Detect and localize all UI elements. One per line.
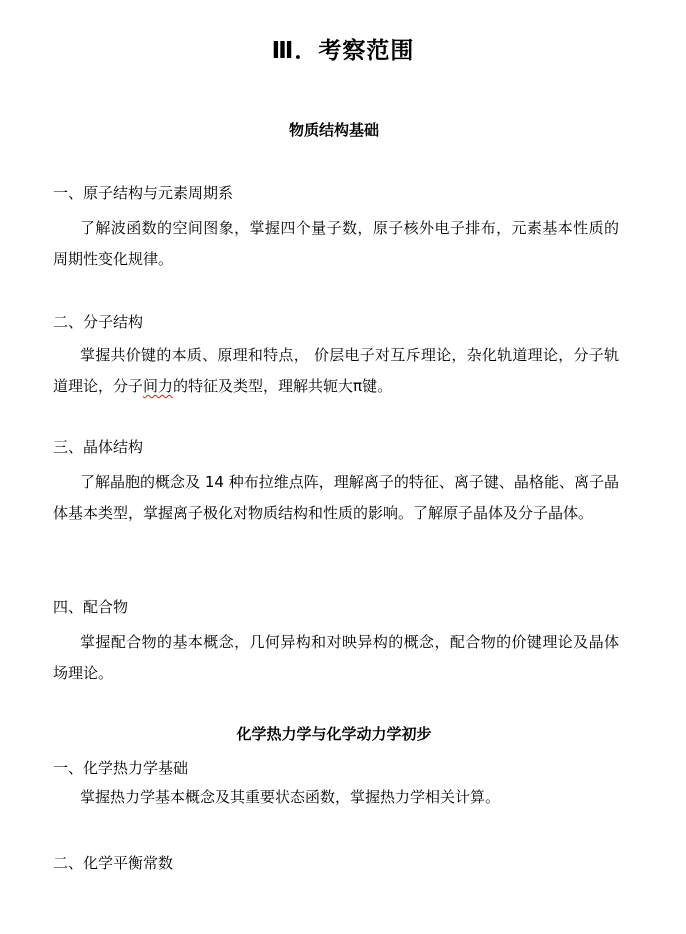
- section-heading-crystal-structure: 三、晶体结构: [53, 438, 144, 456]
- section-body-crystal-structure: 了解晶胞的概念及 14 种布拉维点阵，理解离子的特征、离子键、晶格能、离子晶体基本类型，掌握离子极化对物质结构和性质的影响。了解原子晶体及分子晶体。: [53, 473, 619, 522]
- spellcheck-flagged-term[interactable]: 间力: [143, 377, 174, 395]
- section-body-thermo-basics: 掌握热力学基本概念及其重要状态函数，掌握热力学相关计算。: [80, 788, 501, 806]
- section-body-atomic-structure: 了解波函数的空间图象，掌握四个量子数，原子核外电子排布，元素基本性质的周期性变化规律。: [53, 219, 619, 268]
- section-heading-atomic-structure: 一、原子结构与元素周期系: [53, 184, 234, 202]
- part-title-thermodynamics: 化学热力学与化学动力学初步: [236, 725, 432, 743]
- body-text-part: 掌握共价键的本质、原理和特点， 价层电子对互斥理论，杂化轨道理论，分子轨道理论，分子: [53, 346, 619, 395]
- section-heading-coordination: 四、配合物: [53, 598, 129, 616]
- section-heading-thermo-basics: 一、化学热力学基础: [53, 759, 189, 777]
- section-body-molecular-structure: [53, 340, 619, 402]
- section-body-coordination: 掌握配合物的基本概念，几何异构和对映异构的概念，配合物的价键理论及晶体场理论。: [53, 633, 619, 682]
- section-heading-molecular-structure: 二、分子结构: [53, 313, 144, 331]
- page-title: Ⅲ．考察范围: [271, 38, 415, 64]
- section-heading-equilibrium-constant: 二、化学平衡常数: [53, 854, 174, 872]
- body-text-part: 的特征及类型，理解共轭大π键。: [173, 377, 393, 395]
- part-title-structure: 物质结构基础: [288, 121, 379, 139]
